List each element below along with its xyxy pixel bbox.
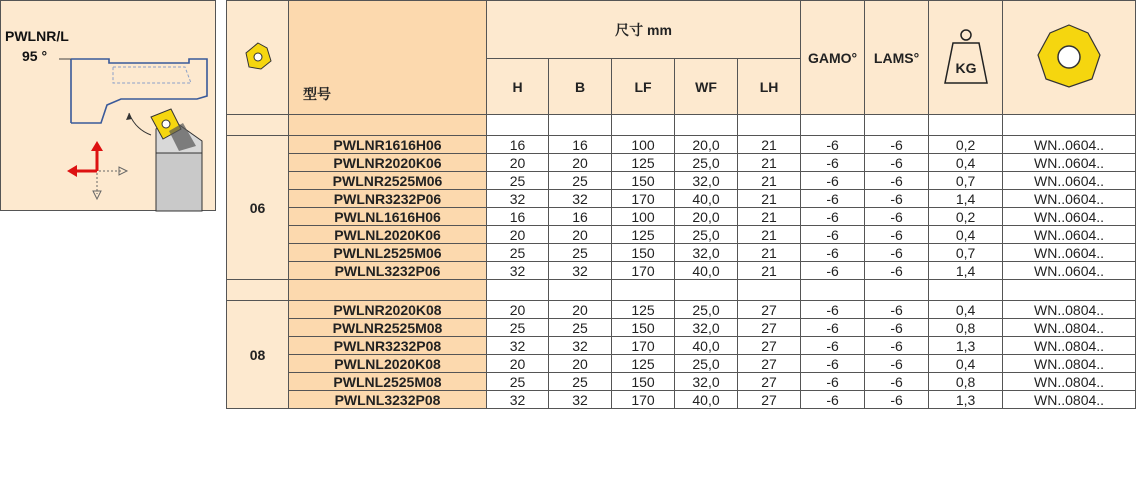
model-header: 型号 xyxy=(289,1,487,115)
model-cell: PWLNR2020K08 xyxy=(289,301,487,319)
value-cell: 40,0 xyxy=(675,391,738,409)
value-cell: 100 xyxy=(612,136,675,154)
value-cell: 0,4 xyxy=(929,154,1003,172)
value-cell: 20 xyxy=(487,355,549,373)
value-cell: 21 xyxy=(738,244,801,262)
table-row xyxy=(227,319,1136,337)
value-cell: 150 xyxy=(612,244,675,262)
value-cell: 125 xyxy=(612,154,675,172)
holder-type-label: PWLNR/L xyxy=(5,28,69,44)
value-cell: -6 xyxy=(801,301,865,319)
value-cell: 21 xyxy=(738,172,801,190)
value-cell: WN..0604.. xyxy=(1003,136,1136,154)
table-row xyxy=(227,136,1136,154)
model-cell: PWLNR3232P08 xyxy=(289,337,487,355)
value-cell: 0,2 xyxy=(929,208,1003,226)
value-cell: 0,8 xyxy=(929,319,1003,337)
table-row xyxy=(227,154,1136,172)
value-cell: WN..0604.. xyxy=(1003,172,1136,190)
value-cell: WN..0804.. xyxy=(1003,391,1136,409)
value-cell: WN..0604.. xyxy=(1003,226,1136,244)
value-cell: 170 xyxy=(612,262,675,280)
value-cell: 21 xyxy=(738,226,801,244)
table-row xyxy=(227,190,1136,208)
value-cell: 16 xyxy=(487,208,549,226)
value-cell: 27 xyxy=(738,301,801,319)
value-cell: -6 xyxy=(801,355,865,373)
value-cell: -6 xyxy=(801,208,865,226)
weight-label: KG xyxy=(955,60,977,76)
value-cell: WN..0604.. xyxy=(1003,262,1136,280)
table-row xyxy=(227,391,1136,409)
model-cell: PWLNR2525M08 xyxy=(289,319,487,337)
value-cell: -6 xyxy=(801,373,865,391)
value-cell: -6 xyxy=(865,337,929,355)
value-cell: 32,0 xyxy=(675,319,738,337)
value-cell: 16 xyxy=(549,136,612,154)
value-cell: 20 xyxy=(487,226,549,244)
value-cell: -6 xyxy=(865,262,929,280)
value-cell: 21 xyxy=(738,208,801,226)
insert-size-cell: 06 xyxy=(227,136,289,280)
value-cell: 0,7 xyxy=(929,172,1003,190)
value-cell: 32 xyxy=(487,391,549,409)
value-cell: -6 xyxy=(865,301,929,319)
value-cell: -6 xyxy=(801,337,865,355)
model-cell: PWLNR1616H06 xyxy=(289,136,487,154)
value-cell: -6 xyxy=(865,226,929,244)
value-cell: 32 xyxy=(549,337,612,355)
trigon-insert-icon xyxy=(243,41,273,71)
value-cell: 20 xyxy=(549,301,612,319)
value-cell: -6 xyxy=(865,319,929,337)
value-cell: 32,0 xyxy=(675,244,738,262)
value-cell: 1,3 xyxy=(929,337,1003,355)
weight-icon xyxy=(941,25,991,87)
value-cell: -6 xyxy=(865,355,929,373)
group-spacer-row xyxy=(227,115,1136,136)
value-cell: -6 xyxy=(865,172,929,190)
value-cell: 32 xyxy=(487,262,549,280)
value-cell: 32 xyxy=(549,391,612,409)
value-cell: WN..0804.. xyxy=(1003,355,1136,373)
table-row xyxy=(227,172,1136,190)
value-cell: 170 xyxy=(612,190,675,208)
value-cell: WN..0604.. xyxy=(1003,244,1136,262)
spec-table xyxy=(226,0,1136,409)
value-cell: 150 xyxy=(612,373,675,391)
value-cell: 27 xyxy=(738,373,801,391)
table-row xyxy=(227,244,1136,262)
col-header-h: H xyxy=(487,59,549,115)
weight-header xyxy=(929,1,1003,115)
value-cell: 0,4 xyxy=(929,226,1003,244)
value-cell: 20,0 xyxy=(675,136,738,154)
value-cell: -6 xyxy=(865,136,929,154)
col-header-gamo: GAMO° xyxy=(801,1,865,115)
value-cell: 20 xyxy=(487,301,549,319)
spec-table-body xyxy=(227,115,1136,409)
value-cell: 0,7 xyxy=(929,244,1003,262)
col-header-lf: LF xyxy=(612,59,675,115)
value-cell: 40,0 xyxy=(675,337,738,355)
value-cell: -6 xyxy=(865,154,929,172)
table-row xyxy=(227,226,1136,244)
value-cell: -6 xyxy=(865,373,929,391)
model-cell: PWLNL2525M08 xyxy=(289,373,487,391)
value-cell: -6 xyxy=(801,136,865,154)
value-cell: -6 xyxy=(801,154,865,172)
value-cell: -6 xyxy=(865,208,929,226)
value-cell: 25,0 xyxy=(675,355,738,373)
value-cell: WN..0804.. xyxy=(1003,373,1136,391)
value-cell: 25 xyxy=(487,373,549,391)
value-cell: 32 xyxy=(487,190,549,208)
value-cell: 20 xyxy=(549,355,612,373)
value-cell: 25 xyxy=(487,244,549,262)
value-cell: 21 xyxy=(738,154,801,172)
value-cell: 1,4 xyxy=(929,262,1003,280)
value-cell: 27 xyxy=(738,337,801,355)
approach-angle-label: 95 ° xyxy=(22,48,48,64)
value-cell: 20 xyxy=(549,226,612,244)
col-header-lams: LAMS° xyxy=(865,1,929,115)
value-cell: 125 xyxy=(612,301,675,319)
value-cell: 170 xyxy=(612,391,675,409)
value-cell: 25,0 xyxy=(675,226,738,244)
value-cell: 25 xyxy=(549,244,612,262)
value-cell: 27 xyxy=(738,319,801,337)
value-cell: 16 xyxy=(487,136,549,154)
value-cell: 0,4 xyxy=(929,301,1003,319)
col-header-wf: WF xyxy=(675,59,738,115)
value-cell: 0,4 xyxy=(929,355,1003,373)
value-cell: 32,0 xyxy=(675,172,738,190)
value-cell: 16 xyxy=(549,208,612,226)
value-cell: 25,0 xyxy=(675,154,738,172)
value-cell: 100 xyxy=(612,208,675,226)
model-cell: PWLNL2020K08 xyxy=(289,355,487,373)
value-cell: 40,0 xyxy=(675,262,738,280)
value-cell: 20 xyxy=(549,154,612,172)
tool-holder-diagram xyxy=(0,0,216,211)
table-row xyxy=(227,355,1136,373)
value-cell: WN..0804.. xyxy=(1003,337,1136,355)
value-cell: 25 xyxy=(487,172,549,190)
value-cell: -6 xyxy=(865,190,929,208)
value-cell: WN..0604.. xyxy=(1003,208,1136,226)
col-header-b: B xyxy=(549,59,612,115)
value-cell: 21 xyxy=(738,262,801,280)
model-cell: PWLNR3232P06 xyxy=(289,190,487,208)
value-cell: 25 xyxy=(549,373,612,391)
value-cell: WN..0804.. xyxy=(1003,319,1136,337)
value-cell: 170 xyxy=(612,337,675,355)
col-header-lh: LH xyxy=(738,59,801,115)
value-cell: 25 xyxy=(549,319,612,337)
value-cell: WN..0804.. xyxy=(1003,301,1136,319)
table-row xyxy=(227,208,1136,226)
group-spacer-row xyxy=(227,280,1136,301)
trigon-insert-icon xyxy=(1034,21,1104,91)
value-cell: 40,0 xyxy=(675,190,738,208)
value-cell: 125 xyxy=(612,355,675,373)
value-cell: 27 xyxy=(738,355,801,373)
value-cell: -6 xyxy=(801,319,865,337)
value-cell: 27 xyxy=(738,391,801,409)
value-cell: 0,8 xyxy=(929,373,1003,391)
value-cell: 1,3 xyxy=(929,391,1003,409)
value-cell: -6 xyxy=(801,262,865,280)
model-cell: PWLNR2525M06 xyxy=(289,172,487,190)
value-cell: 32 xyxy=(549,190,612,208)
table-row xyxy=(227,373,1136,391)
value-cell: 32,0 xyxy=(675,373,738,391)
value-cell: WN..0604.. xyxy=(1003,154,1136,172)
value-cell: 25 xyxy=(549,172,612,190)
model-cell: PWLNL3232P06 xyxy=(289,262,487,280)
value-cell: -6 xyxy=(801,190,865,208)
value-cell: 125 xyxy=(612,226,675,244)
value-cell: -6 xyxy=(801,172,865,190)
model-cell: PWLNL1616H06 xyxy=(289,208,487,226)
insert-size-cell: 08 xyxy=(227,301,289,409)
table-row xyxy=(227,262,1136,280)
value-cell: 150 xyxy=(612,172,675,190)
value-cell: 32 xyxy=(549,262,612,280)
model-cell: PWLNL3232P08 xyxy=(289,391,487,409)
value-cell: 21 xyxy=(738,136,801,154)
model-cell: PWLNL2525M06 xyxy=(289,244,487,262)
value-cell: -6 xyxy=(801,226,865,244)
value-cell: 0,2 xyxy=(929,136,1003,154)
value-cell: 150 xyxy=(612,319,675,337)
value-cell: 32 xyxy=(487,337,549,355)
dimension-group-header: 尺寸 mm xyxy=(487,1,801,59)
value-cell: 1,4 xyxy=(929,190,1003,208)
value-cell: 21 xyxy=(738,190,801,208)
value-cell: -6 xyxy=(801,391,865,409)
value-cell: 25,0 xyxy=(675,301,738,319)
value-cell: WN..0604.. xyxy=(1003,190,1136,208)
value-cell: -6 xyxy=(801,244,865,262)
value-cell: 20 xyxy=(487,154,549,172)
value-cell: -6 xyxy=(865,391,929,409)
model-cell: PWLNL2020K06 xyxy=(289,226,487,244)
model-cell: PWLNR2020K06 xyxy=(289,154,487,172)
table-row xyxy=(227,301,1136,319)
value-cell: 25 xyxy=(487,319,549,337)
insert-header xyxy=(1003,1,1136,115)
value-cell: 20,0 xyxy=(675,208,738,226)
table-row xyxy=(227,337,1136,355)
value-cell: -6 xyxy=(865,244,929,262)
insert-size-header xyxy=(227,1,289,115)
